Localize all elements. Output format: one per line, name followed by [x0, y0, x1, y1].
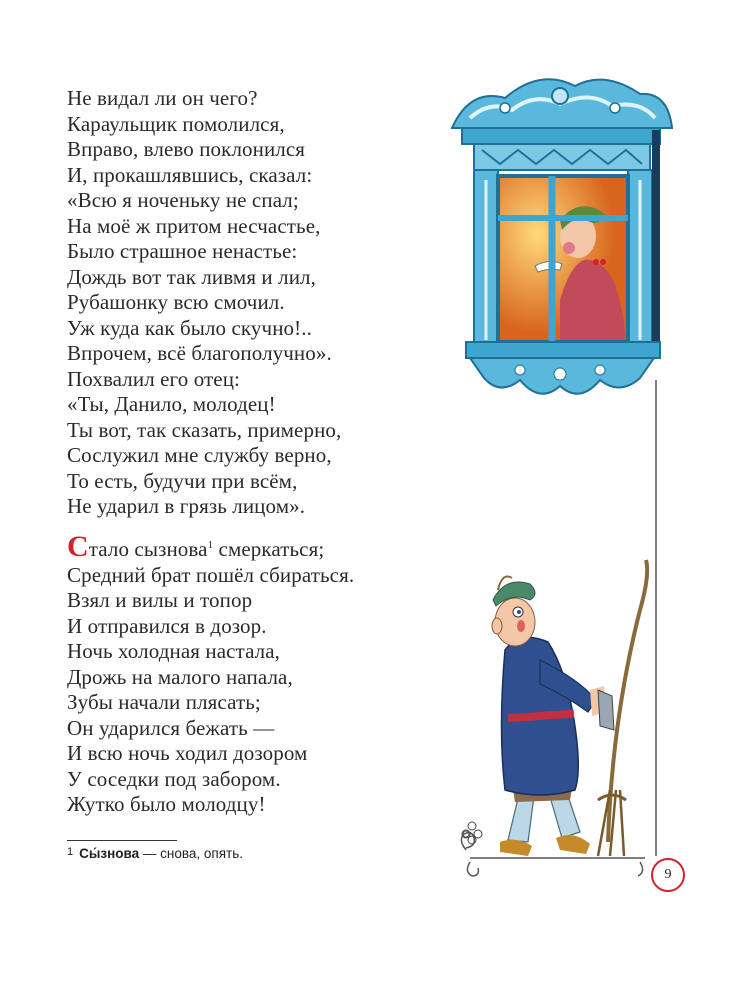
- footnote-number: 1: [67, 846, 74, 858]
- poem-line: То есть, будучи при всём,: [67, 468, 298, 493]
- poem-line: Было страшное ненастье:: [67, 239, 298, 263]
- footnote-definition: — снова, опять.: [139, 846, 243, 861]
- poem-line: Вправо, влево поклонился: [67, 137, 306, 161]
- poem-line: Похвалил его отец:: [67, 366, 240, 391]
- poem-line: И, прокашлявшись, сказал:: [67, 162, 313, 187]
- line-text: тало сызнова: [88, 537, 208, 561]
- page-number: 9: [651, 858, 685, 892]
- poem-line: Рубашонку всю смочил.: [67, 290, 285, 314]
- ornament-flourish-icon: [461, 831, 645, 876]
- watchman-with-pitchfork-icon: [492, 560, 647, 856]
- carved-window-icon: [452, 79, 672, 393]
- poem-line: Дождь вот так ливмя и лил,: [67, 264, 316, 289]
- poem-line: Средний брат пошёл сбираться.: [67, 562, 355, 587]
- poem-line: Уж куда как было скучно!..: [67, 315, 312, 340]
- poem-line: Не видал ли он чего?: [67, 86, 258, 110]
- poem-line: Зубы начали плясать;: [67, 690, 261, 714]
- footnote-term: Сы́знова: [79, 846, 140, 861]
- poem-line: Он ударился бежать —: [67, 715, 275, 740]
- poem-line: Впрочем, всё благополучно».: [67, 341, 332, 365]
- poem-line: На моё ж притом несчастье,: [67, 213, 321, 238]
- poem-line: «Ты, Данило, молодец!: [67, 392, 276, 416]
- poem-line: Взял и вилы и топор: [67, 588, 253, 612]
- line-text-end: смеркаться;: [213, 537, 325, 561]
- poem-line: Ты вот, так сказать, примерно,: [67, 417, 342, 442]
- poem-line: У соседки под забором.: [67, 766, 281, 791]
- poem-line: Дрожь на малого напала,: [67, 664, 293, 689]
- drop-cap: С: [67, 530, 89, 563]
- poem-line: Не ударил в грязь лицом».: [67, 494, 306, 518]
- poem-line: Сослужил мне службу верно,: [67, 443, 332, 467]
- poem-line: И всю ночь ходил дозором: [67, 741, 308, 765]
- poem-line: Караульщик помолился,: [67, 111, 285, 136]
- poem-line: И отправился в дозор.: [67, 613, 267, 638]
- footnote-ref[interactable]: 1: [207, 539, 214, 551]
- poem-line: «Всю я ноченьку не спал;: [67, 188, 299, 212]
- poem-line: Жутко было молодцу!: [67, 792, 266, 816]
- poem-line: Ночь холодная настала,: [67, 639, 281, 663]
